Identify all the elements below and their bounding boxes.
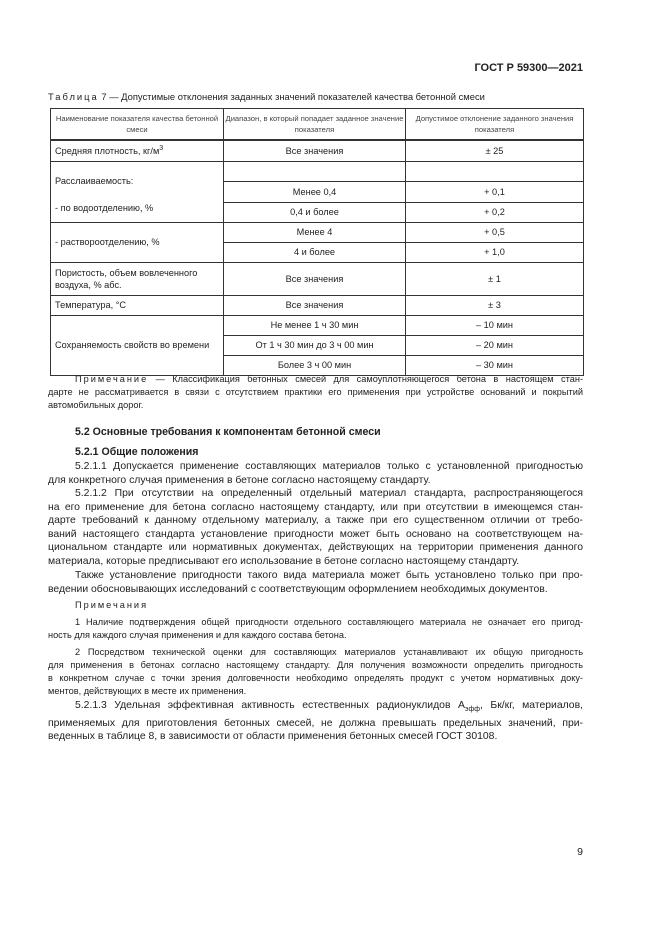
- paragraph-5-2-1-3: 5.2.1.3 Удельная эффективная активность естественных радионуклидов $А_{эфф}$, Бк/кг, материалов, применяемых для приготовления бетонных смесей, не должна превышать предельных значений, при- веденных в таблице 8, в зависимости от области применения бетонных смесей ГОСТ 30108.: [48, 700, 583, 743]
- cell-deviation: ± 1: [406, 262, 584, 295]
- cell-range: Не менее 1 ч 30 мин: [224, 315, 406, 335]
- table-row: [51, 222, 584, 242]
- cell-range: Все значения: [224, 262, 406, 295]
- cell-range: Менее 4: [224, 222, 406, 242]
- cell-name: Температура, °С: [51, 295, 224, 315]
- table-note: Примечание — Классификация бетонных смесей для самоуплотняющегося бетона в настоящем стан- дарте не рассматривается в связи с отсутствием практики его применения при устройстве оснований и покрытий автомобильных дорог.: [48, 374, 583, 410]
- cell-range: Все значения: [224, 295, 406, 315]
- cell-name: Средняя плотность, $кг/м^3$: [51, 140, 224, 161]
- cell-name: Пористость, объем вовлеченного воздуха, % абс.: [51, 262, 224, 295]
- column-header: Допустимое отклонение заданного значения показателя: [406, 109, 584, 141]
- document-id: ГОСТ Р 59300—2021: [474, 62, 583, 74]
- deviation-table: [50, 108, 584, 376]
- table-row: [51, 295, 584, 315]
- cell-deviation: + 0,1: [406, 182, 584, 203]
- cell-name: Расслаиваемость: - по водоотделению, %: [51, 161, 224, 222]
- cell-deviation: – 20 мин: [406, 335, 584, 355]
- caption-prefix: Таблица: [48, 91, 99, 102]
- cell-range: Менее 0,4: [224, 182, 406, 203]
- table-row: [51, 262, 584, 295]
- cell-deviation: – 30 мин: [406, 355, 584, 375]
- cell-name: Сохраняемость свойств во времени: [51, 315, 224, 375]
- cell-range: 0,4 и более: [224, 202, 406, 222]
- column-header: Наименование показателя качества бетонной смеси: [51, 109, 224, 141]
- cell-deviation: [406, 161, 584, 182]
- cell-deviation: + 0,2: [406, 202, 584, 222]
- cell-deviation: ± 25: [406, 140, 584, 161]
- paragraph-5-2-1-2: 5.2.1.2 При отсутствии на определенный отдельный материал стандарта, распространяющегося на его применение для бетона согласно настоящему стандарту, или при отсутствии в имеющемся стан- дарте требований к данному отдельному материалу, а также при его существенном отличии от требо- ваний настоящего стандарта установление пригодности может быть основано на соответствующем на- циональном стандарте или нормативных документах, действующих на территории применения данного материала, которые предписывают его использование в бетоне согласно настоящему стандарту.: [48, 488, 583, 567]
- cell-deviation: + 0,5: [406, 222, 584, 242]
- caption-text: 7 — Допустимые отклонения заданных значений показателей качества бетонной смеси: [98, 91, 485, 102]
- cell-deviation: + 1,0: [406, 242, 584, 262]
- cell-name: - раствороотделению, %: [51, 222, 224, 262]
- cell-range: 4 и более: [224, 242, 406, 262]
- section-heading-5-2: 5.2 Основные требования к компонентам бетонной смеси: [75, 426, 381, 438]
- cell-range: Более 3 ч 00 мин: [224, 355, 406, 375]
- table-header-row: [51, 109, 584, 141]
- table-row: [51, 140, 584, 161]
- cell-range: Все значения: [224, 140, 406, 161]
- cell-range: От 1 ч 30 мин до 3 ч 00 мин: [224, 335, 406, 355]
- cell-deviation: – 10 мин: [406, 315, 584, 335]
- paragraph-5-2-1-1: 5.2.1.1 Допускается применение составляющих материалов только с установленной пригодностью для конкретного случая применения в бетоне согласно настоящему стандарту.: [48, 461, 583, 486]
- column-header: Диапазон, в который попадает заданное значение показателя: [224, 109, 406, 141]
- section-heading-5-2-1: 5.2.1 Общие положения: [75, 446, 199, 458]
- table-row: [51, 315, 584, 335]
- table-caption: [48, 91, 485, 102]
- table-row: [51, 161, 584, 182]
- notes: Примечания 1 Наличие подтверждения общей пригодности отдельного составляющего материала не означает его пригод- ность для каждого случая применения и для каждого состава бетона. 2 Посредством технической оценки для составляющих материалов устанавливают их общую пригодность для применения в бетонах согласно настоящему стандарту. Для получения возможности определить пригодность в конкретном случае с точки зрения долговечности необходимо определять продукт с учетом нормативных доку- ментов, действующих в месте их применения.: [48, 600, 583, 696]
- page-number: 9: [577, 846, 583, 858]
- cell-deviation: ± 3: [406, 295, 584, 315]
- paragraph-also: Также установление пригодности такого вида материала может быть установлено только при про- ведении обосновывающих исследований с соответствующим оформлением необходимых документов.: [48, 570, 583, 595]
- cell-range: [224, 161, 406, 182]
